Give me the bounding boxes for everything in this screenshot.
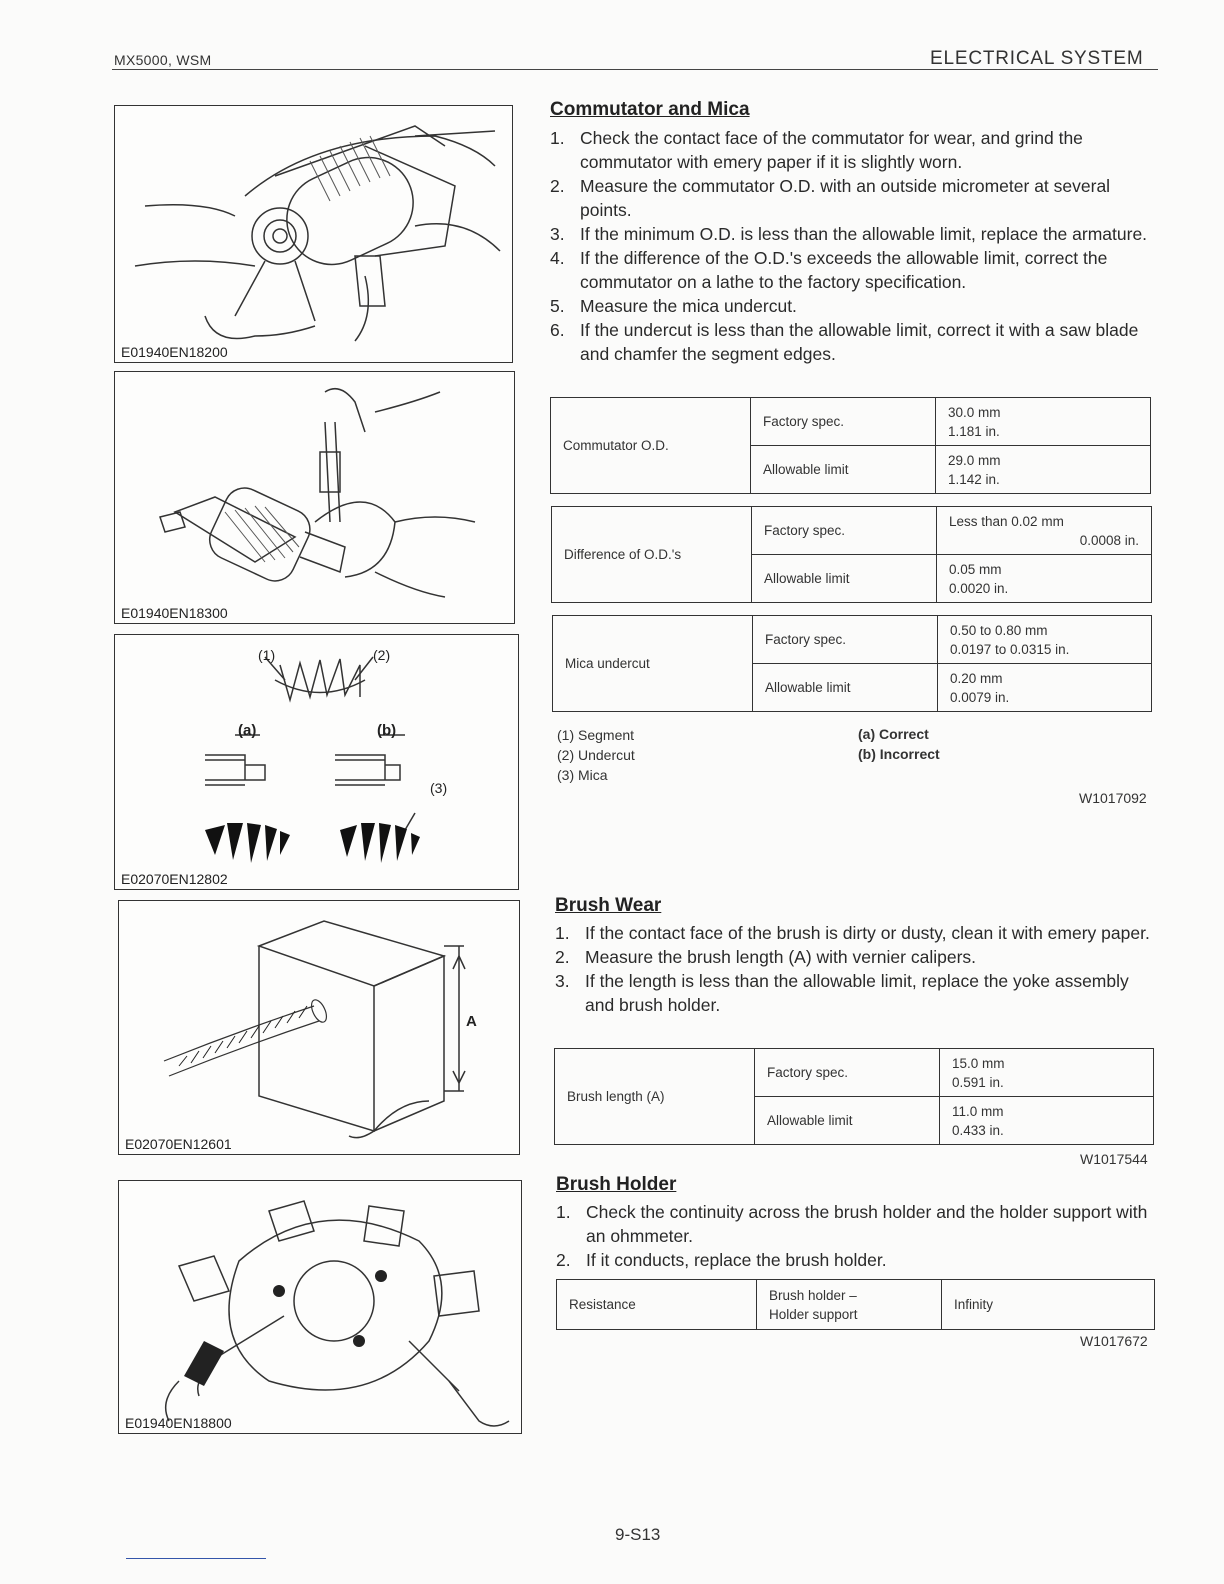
legend-lettered — [858, 724, 940, 764]
spec-label: Factory spec. — [752, 507, 937, 555]
header-section-title: ELECTRICAL SYSTEM — [930, 48, 1144, 69]
spec-table-od-difference — [551, 506, 1152, 603]
brush-holder-steps — [556, 1200, 1158, 1272]
limit-label: Allowable limit — [751, 446, 936, 494]
page-number: 9-S13 — [615, 1525, 661, 1544]
spec-value: 15.0 mm 0.591 in. — [940, 1049, 1154, 1097]
reference-code: W1017672 — [1080, 1333, 1148, 1349]
list-item: 3. If the length is less than the allowable limit, replace the yoke assembly and brush holder. — [555, 971, 1129, 1015]
illustration-mica-undercut — [115, 635, 520, 891]
section-title-brush-holder: Brush Holder — [556, 1174, 677, 1195]
spec-label: Factory spec. — [753, 616, 938, 664]
illustration-commutator-micrometer — [115, 106, 514, 364]
limit-value: 0.05 mm 0.0020 in. — [937, 555, 1152, 603]
label-a: (a) — [238, 722, 257, 739]
spec-value: 30.0 mm 1.181 in. — [936, 398, 1151, 446]
spec-item: Mica undercut — [553, 616, 753, 712]
illustration-armature-measurement — [115, 372, 516, 625]
header-divider — [112, 69, 1158, 70]
limit-value: 11.0 mm 0.433 in. — [940, 1097, 1154, 1145]
figure-mica-undercut — [114, 634, 519, 890]
spec-table-brush-length — [554, 1048, 1154, 1145]
spec-label: Factory spec. — [755, 1049, 940, 1097]
illustration-brush-length — [119, 901, 521, 1156]
spec-table-commutator-od — [550, 397, 1151, 494]
legend-item: (2) Undercut — [557, 747, 635, 763]
reference-code: W1017544 — [1080, 1151, 1148, 1167]
figure-armature-measurement — [114, 371, 515, 624]
list-item: 5. Measure the mica undercut. — [550, 296, 797, 316]
list-item: 1. Check the continuity across the brush holder and the holder support with an ohmmeter. — [556, 1202, 1148, 1246]
list-item: 4. If the difference of the O.D.'s exceeds the allowable limit, correct the commutator on a lathe to the factory specification. — [550, 248, 1108, 292]
spec-value: 0.50 to 0.80 mm 0.0197 to 0.0315 in. — [938, 616, 1152, 664]
spec-item: Difference of O.D.'s — [552, 507, 752, 603]
figure-code: E01940EN18200 — [121, 344, 228, 360]
commutator-steps — [550, 126, 1158, 366]
limit-label: Allowable limit — [753, 664, 938, 712]
brush-wear-steps — [555, 921, 1158, 1017]
label-mica-3: (3) — [430, 780, 448, 796]
spec-label: Factory spec. — [751, 398, 936, 446]
list-item: 2. If it conducts, replace the brush holder. — [556, 1250, 887, 1270]
list-item: 3. If the minimum O.D. is less than the allowable limit, replace the armature. — [550, 224, 1148, 244]
figure-code: E02070EN12802 — [121, 871, 228, 887]
legend-numbered — [557, 725, 635, 785]
list-item: 1. If the contact face of the brush is dirty or dusty, clean it with emery paper. — [555, 923, 1150, 943]
header-manual-code: MX5000, WSM — [114, 52, 212, 68]
spec-item: Brush length (A) — [555, 1049, 755, 1145]
limit-label: Allowable limit — [752, 555, 937, 603]
label-dimension-a: A — [466, 1013, 477, 1030]
illustration-brush-holder — [119, 1181, 523, 1435]
limit-value: 29.0 mm 1.142 in. — [936, 446, 1151, 494]
list-item: 6. If the undercut is less than the allowable limit, correct it with a saw blade and chamfer the segment edges. — [550, 320, 1139, 364]
footer-divider — [126, 1558, 266, 1559]
label-undercut-2: (2) — [373, 647, 391, 663]
legend-item: (3) Mica — [557, 767, 608, 783]
figure-code: E01940EN18800 — [125, 1415, 232, 1431]
figure-code: E02070EN12601 — [125, 1136, 232, 1152]
limit-value: 0.20 mm 0.0079 in. — [938, 664, 1152, 712]
label-segment-1: (1) — [258, 647, 276, 663]
reference-code: W1017092 — [1079, 790, 1147, 806]
legend-item: (a) Correct — [858, 726, 929, 742]
spec-between: Brush holder – Holder support — [757, 1280, 942, 1330]
legend-item: (b) Incorrect — [858, 746, 940, 762]
list-item: 2. Measure the brush length (A) with vernier calipers. — [555, 947, 977, 967]
spec-table-resistance — [556, 1279, 1155, 1330]
list-item: 1. Check the contact face of the commutator for wear, and grind the commutator with emery paper if it is slightly worn. — [550, 128, 1083, 172]
spec-table-mica-undercut — [552, 615, 1152, 712]
list-item: 2. Measure the commutator O.D. with an outside micrometer at several points. — [550, 176, 1111, 220]
limit-label: Allowable limit — [755, 1097, 940, 1145]
section-title-commutator-mica: Commutator and Mica — [550, 99, 750, 120]
spec-value: Infinity — [942, 1280, 1155, 1330]
figure-brush-length — [118, 900, 520, 1155]
section-title-brush-wear: Brush Wear — [555, 895, 662, 916]
label-b: (b) — [377, 722, 397, 739]
figure-commutator-micrometer — [114, 105, 513, 363]
spec-item: Resistance — [557, 1280, 757, 1330]
figure-brush-holder-continuity — [118, 1180, 522, 1434]
legend-item: (1) Segment — [557, 727, 635, 743]
spec-item: Commutator O.D. — [551, 398, 751, 494]
spec-value: Less than 0.02 mm 0.0008 in. — [937, 507, 1152, 555]
figure-code: E01940EN18300 — [121, 605, 228, 621]
